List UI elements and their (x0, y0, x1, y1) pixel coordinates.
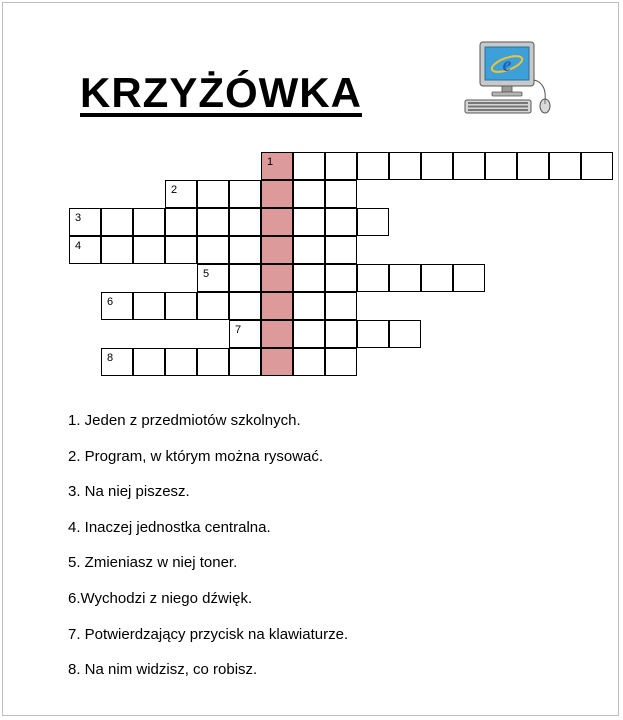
crossword-cell[interactable] (581, 152, 613, 180)
key-column-cell[interactable] (261, 320, 293, 348)
crossword-cell[interactable] (165, 348, 197, 376)
key-column-cell[interactable] (261, 208, 293, 236)
crossword-cell[interactable] (293, 264, 325, 292)
clue-5: 5. Zmieniasz w niej toner. (68, 554, 238, 572)
key-column-cell[interactable] (261, 348, 293, 376)
crossword-cell[interactable] (453, 264, 485, 292)
crossword-cell[interactable] (325, 180, 357, 208)
crossword-cell[interactable] (549, 152, 581, 180)
crossword-cell[interactable] (357, 320, 389, 348)
crossword-cell[interactable] (325, 236, 357, 264)
crossword-cell[interactable] (421, 152, 453, 180)
page-title: KRZYŻÓWKA (80, 69, 362, 116)
crossword-cell[interactable] (229, 236, 261, 264)
crossword-cell[interactable] (229, 292, 261, 320)
crossword-cell[interactable] (325, 208, 357, 236)
clue-7: 7. Potwierdzający przycisk na klawiaturze. (68, 625, 349, 643)
crossword-cell[interactable] (229, 348, 261, 376)
clue-4: 4. Inaczej jednostka centralna. (68, 518, 271, 536)
crossword-cell[interactable] (133, 292, 165, 320)
clue-number: 2 (171, 184, 178, 196)
key-column-cell[interactable] (261, 236, 293, 264)
crossword-cell[interactable] (293, 152, 325, 180)
key-column-cell[interactable] (261, 264, 293, 292)
crossword-cell[interactable] (197, 348, 229, 376)
crossword-cell[interactable] (293, 236, 325, 264)
crossword-cell[interactable] (133, 348, 165, 376)
crossword-cell[interactable] (325, 264, 357, 292)
crossword-cell[interactable] (197, 264, 229, 292)
crossword-cell[interactable] (101, 236, 133, 264)
crossword-cell[interactable] (165, 236, 197, 264)
clue-6: 6.Wychodzi z niego dźwięk. (68, 589, 253, 607)
crossword-cell[interactable] (453, 152, 485, 180)
crossword-cell[interactable] (517, 152, 549, 180)
crossword-cell[interactable] (293, 292, 325, 320)
crossword-cell[interactable] (165, 292, 197, 320)
crossword-cell[interactable] (229, 180, 261, 208)
crossword-cell[interactable] (197, 236, 229, 264)
clue-number: 7 (235, 324, 242, 336)
svg-text:e: e (502, 54, 512, 76)
crossword-cell[interactable] (293, 180, 325, 208)
crossword-cell[interactable] (133, 208, 165, 236)
crossword-cell[interactable] (325, 292, 357, 320)
crossword-cell[interactable] (165, 208, 197, 236)
clue-number: 3 (75, 212, 82, 224)
key-column-cell[interactable] (261, 180, 293, 208)
crossword-cell[interactable] (357, 208, 389, 236)
crossword-cell[interactable] (293, 348, 325, 376)
crossword-cell[interactable] (389, 320, 421, 348)
crossword-cell[interactable] (101, 348, 133, 376)
clue-number: 6 (107, 296, 114, 308)
crossword-cell[interactable] (325, 152, 357, 180)
key-column-cell[interactable] (261, 292, 293, 320)
crossword-cell[interactable] (293, 208, 325, 236)
clue-number: 4 (75, 240, 82, 252)
crossword-cell[interactable] (101, 208, 133, 236)
clue-number: 1 (267, 156, 274, 168)
crossword-cell[interactable] (165, 180, 197, 208)
clue-1: 1. Jeden z przedmiotów szkolnych. (68, 412, 301, 429)
crossword-cell[interactable] (197, 180, 229, 208)
clue-3: 3. Na niej piszesz. (68, 483, 190, 501)
crossword-cell[interactable] (357, 152, 389, 180)
crossword-cell[interactable] (133, 236, 165, 264)
crossword-cell[interactable] (325, 320, 357, 348)
clue-number: 5 (203, 268, 210, 280)
crossword-cell[interactable] (389, 264, 421, 292)
crossword-cell[interactable] (69, 236, 101, 264)
crossword-cell[interactable] (293, 320, 325, 348)
crossword-cell[interactable] (69, 208, 101, 236)
crossword-cell[interactable] (325, 348, 357, 376)
clue-8: 8. Na nim widzisz, co robisz. (68, 661, 258, 679)
crossword-cell[interactable] (229, 208, 261, 236)
crossword-cell[interactable] (485, 152, 517, 180)
crossword-cell[interactable] (389, 152, 421, 180)
clue-2: 2. Program, w którym można rysować. (68, 447, 324, 465)
crossword-cell[interactable] (229, 320, 261, 348)
crossword-cell[interactable] (101, 292, 133, 320)
crossword-cell[interactable] (229, 264, 261, 292)
crossword-cell[interactable] (421, 264, 453, 292)
crossword-cell[interactable] (197, 292, 229, 320)
clue-list (68, 411, 348, 696)
crossword-cell[interactable] (357, 264, 389, 292)
crossword-cell[interactable] (197, 208, 229, 236)
key-column-cell[interactable] (261, 152, 293, 180)
clue-number: 8 (107, 352, 114, 364)
